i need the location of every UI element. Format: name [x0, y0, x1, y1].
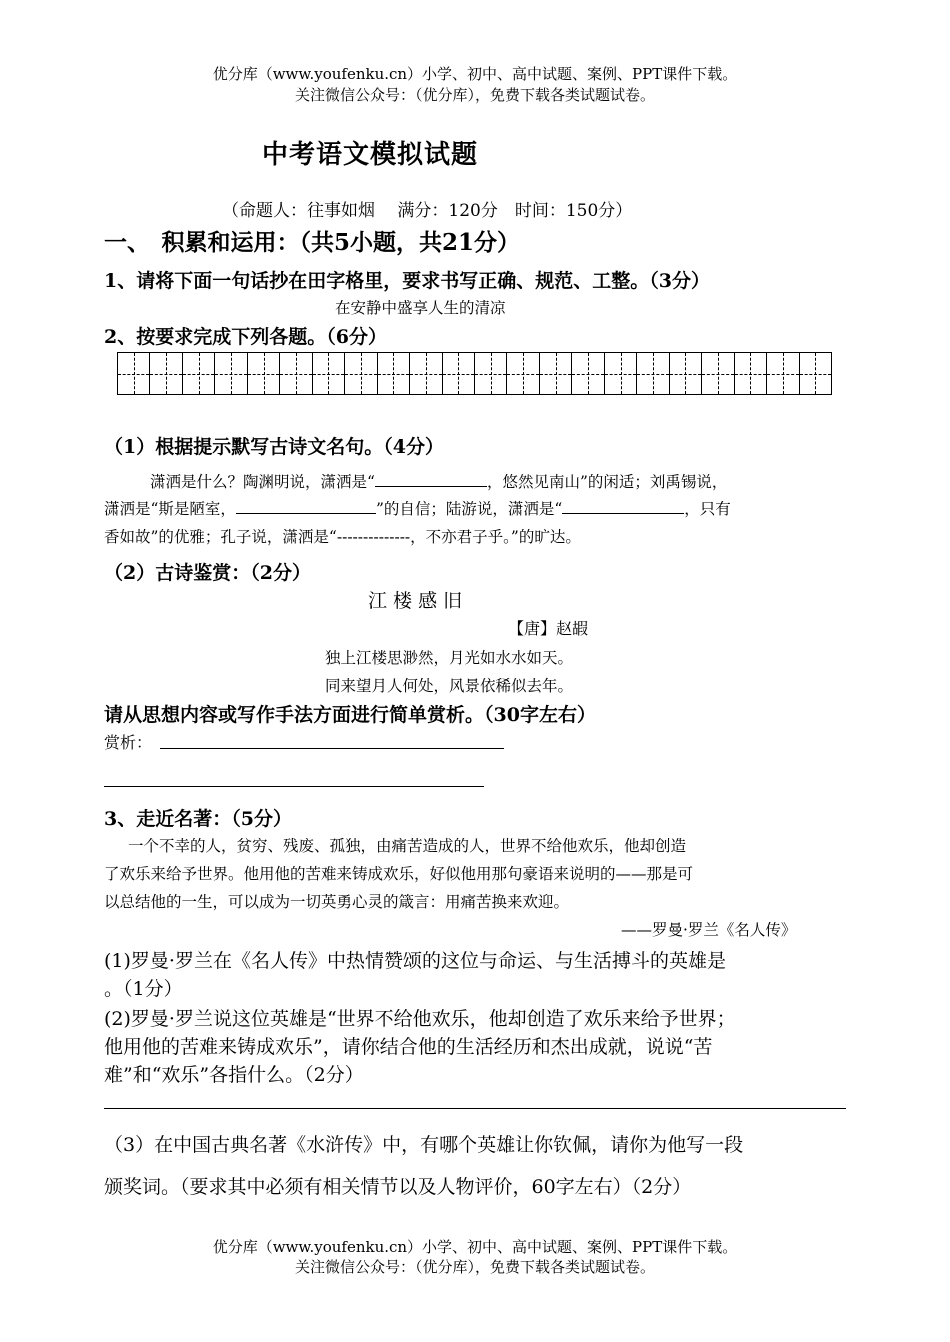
grid-cell[interactable] — [118, 353, 150, 394]
writing-grid[interactable] — [117, 352, 832, 395]
question-2-sub1-title: （1）根据提示默写古诗文名句。（4分） — [104, 436, 444, 458]
answer-line[interactable] — [104, 1108, 846, 1109]
q3-sub2-line-3: 难”和“欢乐”各指什么。（2分） — [104, 1064, 364, 1086]
grid-cell[interactable] — [410, 353, 442, 394]
recitation-text: 潇洒是“斯是陋室， — [104, 500, 236, 518]
blank-answer[interactable] — [375, 472, 487, 487]
poem-task: 请从思想内容或写作手法方面进行简单赏析。（30字左右） — [104, 704, 596, 726]
answer-line[interactable] — [104, 786, 484, 787]
grid-cell[interactable] — [637, 353, 669, 394]
recitation-text: ，只有 — [684, 500, 731, 518]
grid-cell[interactable] — [345, 353, 377, 394]
grid-cell[interactable] — [150, 353, 182, 394]
grid-cell[interactable] — [183, 353, 215, 394]
recitation-line-3: 香如故”的优雅；孔子说，潇洒是“--------------，不亦君子乎。”的旷达。 — [104, 528, 581, 546]
grid-cell[interactable] — [572, 353, 604, 394]
excerpt-line-3: 以总结他的一生，可以成为一切英勇心灵的箴言：用痛苦换来欢迎。 — [104, 893, 570, 911]
question-1-sentence: 在安静中盛享人生的清凉 — [335, 299, 506, 317]
grid-cell[interactable] — [475, 353, 507, 394]
grid-cell[interactable] — [735, 353, 767, 394]
page-title: 中考语文模拟试题 — [262, 140, 479, 170]
grid-cell[interactable] — [605, 353, 637, 394]
exam-meta: （命题人：往事如烟 满分：120分 时间：150分） — [222, 201, 633, 221]
excerpt-line-1: 一个不幸的人，贫穷、残废、孤独，由痛苦造成的人，世界不给他欢乐，他却创造 — [128, 837, 687, 855]
grid-cell[interactable] — [248, 353, 280, 394]
q3-sub3-line-1: （3）在中国古典名著《水浒传》中，有哪个英雄让你钦佩，请你为他写一段 — [104, 1134, 744, 1156]
recitation-text: 潇洒是什么？陶渊明说，潇洒是“ — [150, 473, 375, 491]
grid-cell[interactable] — [540, 353, 572, 394]
question-2-sub2-title: （2）古诗鉴赏：（2分） — [104, 562, 311, 584]
excerpt-line-2: 了欢乐来给予世界。他用他的苦难来铸成欢乐，好似他用那句豪语来说明的——那是可 — [104, 865, 694, 883]
grid-cell[interactable] — [507, 353, 539, 394]
answer-label: 赏析： — [104, 733, 153, 752]
recitation-line-2 — [104, 497, 731, 519]
q3-sub2-line-1: (2)罗曼·罗兰说这位英雄是“世界不给他欢乐，他却创造了欢乐来给予世界； — [104, 1008, 736, 1030]
grid-cell[interactable] — [280, 353, 312, 394]
grid-cell[interactable] — [800, 353, 831, 394]
grid-cell[interactable] — [313, 353, 345, 394]
recitation-text: ，悠然见南山”的闲适；刘禹锡说， — [486, 473, 728, 491]
section-heading: 一、 积累和运用：（共5小题，共21分） — [104, 229, 521, 256]
q3-sub1-line-1: (1)罗曼·罗兰在《名人传》中热情赞颂的这位与命运、与生活搏斗的英雄是 — [104, 950, 726, 972]
recitation-line-1 — [150, 470, 727, 492]
grid-cell[interactable] — [702, 353, 734, 394]
poem-author: 【唐】赵嘏 — [508, 619, 589, 638]
question-1-prompt: 1、请将下面一句话抄在田字格里，要求书写正确、规范、工整。（3分） — [104, 270, 710, 292]
poem-title: 江 楼 感 旧 — [368, 590, 463, 612]
answer-line[interactable] — [160, 748, 504, 749]
excerpt-source: ——罗曼·罗兰《名人传》 — [621, 921, 797, 939]
poem-line-2: 同来望月人何处，风景依稀似去年。 — [325, 677, 574, 695]
poem-line-1: 独上江楼思渺然，月光如水水如天。 — [325, 649, 574, 667]
footer-line-1: 优分库（www.youfenku.cn）小学、初中、高中试题、案例、PPT课件下载。 — [212, 1238, 738, 1256]
header-line-1: 优分库（www.youfenku.cn）小学、初中、高中试题、案例、PPT课件下载。 — [212, 65, 738, 83]
grid-cell[interactable] — [443, 353, 475, 394]
q3-sub3-line-2: 颁奖词。（要求其中必须有相关情节以及人物评价，60字左右）（2分） — [104, 1176, 692, 1198]
grid-cell[interactable] — [767, 353, 799, 394]
blank-answer[interactable] — [236, 499, 376, 514]
question-2-prompt: 2、按要求完成下列各题。（6分） — [104, 326, 387, 348]
footer-line-2: 关注微信公众号：（优分库），免费下载各类试题试卷。 — [294, 1258, 655, 1276]
recitation-text: ”的自信；陆游说，潇洒是“ — [375, 500, 563, 518]
header-line-2: 关注微信公众号：（优分库），免费下载各类试题试卷。 — [294, 86, 655, 104]
question-3-prompt: 3、走近名著：（5分） — [104, 808, 292, 830]
grid-cell[interactable] — [378, 353, 410, 394]
grid-cell[interactable] — [215, 353, 247, 394]
blank-answer[interactable] — [562, 499, 684, 514]
q3-sub2-line-2: 他用他的苦难来铸成欢乐”，请你结合他的生活经历和杰出成就，说说“苦 — [104, 1036, 713, 1058]
grid-cell[interactable] — [670, 353, 702, 394]
q3-sub1-line-2: 。（1分） — [104, 978, 183, 1000]
